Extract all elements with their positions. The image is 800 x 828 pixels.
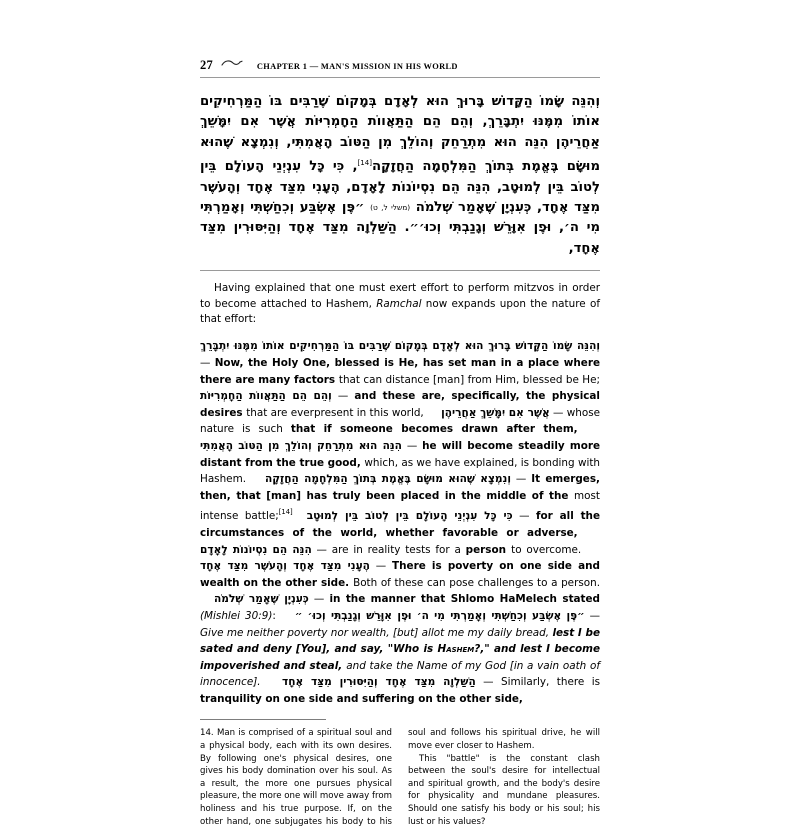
- hebrew-phrase: כְּעִנְיָן שֶׁאָמַר שְׁלֹמֹה: [214, 593, 309, 606]
- hebrew-line-2: אוֹתוֹ מִמֶּנּוּ יִתְבָּרֵךְ, וְהֵם הֵם הַתַּאֲווֹת הַחָמְרִיּוֹת אֲשֶׁר אִם יִמָּשֵׁךְ: [200, 114, 600, 130]
- footnote-paragraph: 14. Man is comprised of a spiritual soul and a physical body, each with its own desires. By following one's physical desires, one gives his body domination over his soul. As a result, the more one pursues physical pleasure, the more one will move away from holiness and his true purpose. If, on the other hand, one subjugates his body to his soul and follows his spiritual drive, he will move ever closer to Hashem.: [200, 728, 600, 827]
- translation-plain: most intense battle;: [200, 489, 600, 523]
- em-dash: —: [369, 560, 393, 573]
- translation-plain: Similarly, there is: [501, 676, 600, 689]
- translation-italic: (Mishlei 30:9): [200, 609, 273, 622]
- footnotes-section: [200, 727, 600, 828]
- em-dash: —: [549, 406, 567, 419]
- translation-plain: Both of these can pose challenges to a person.: [353, 576, 600, 589]
- footnote-marker: [14]: [278, 508, 293, 517]
- hebrew-phrase: הִנֵּה הֵם נִסְיוֹנוֹת לָאָדָם: [200, 543, 312, 556]
- hebrew-line-4: מוּשָׂם בֶּאֱמֶת בְּתוֹךְ הַמִּלְחָמָה הַחֲזָקָה: [371, 159, 601, 175]
- translation-bold: that if someone becomes drawn after them,: [290, 423, 587, 436]
- translation-bold: for all the circumstances of the world, whether favorable or adverse,: [200, 510, 600, 539]
- divine-name: Hashem?: [437, 643, 481, 656]
- hebrew-line-7: ה׳, וּפֶן אִוָּרֵשׁ וְגָנַבְתִּי וְכוּ׳״. הַשַּׁלְוָה מִצַּד אֶחָד וְהַיִּסּוּרִין מִצַּד אֶחָד,: [200, 220, 600, 256]
- page-number: 27: [200, 58, 213, 72]
- translation-plain: are in reality tests for a: [331, 543, 466, 556]
- running-head: [200, 58, 600, 74]
- translation-plain: which, as we have explained, is bonding with Hashem.: [200, 456, 600, 486]
- em-dash: —: [584, 609, 600, 622]
- hebrew-phrase: וְנִמְצָא שֶׁהוּא מוּשָׂם בֶּאֱמֶת בְּתוֹךְ הַמִּלְחָמָה הַחֲזָקָה: [264, 473, 511, 486]
- translation-bold-italic: lest I be sated and deny [You], and say, "Who is: [200, 626, 600, 656]
- hebrew-line-6: אֶחָד, כְּעִנְיָן שֶׁאָמַר שְׁלֹמֹה: [415, 200, 569, 216]
- translation-italic: and take the Name of my God [in a vain oath of innocence].: [200, 659, 600, 689]
- hebrew-line-5: בֵּין לְמוּטָב, הִנֵּה הֵם נִסְיוֹנוֹת לָאָדָם, הֶעָנִי מִצַּד אֶחָד וְהָעֹשֶׁר מִצַּד: [200, 179, 600, 216]
- hebrew-phrase: ״פֶּן אֶשְׂבַּע וְכִחַשְׁתִּי וְאָמַרְתִּי מִי ה׳ וּפֶן אִוָּרֵשׁ וְגָנַבְתִּי וְכוּ׳ ״: [294, 609, 585, 622]
- hebrew-quote: ״פֶּן אֶשְׂבַּע וְכִחַשְׁתִּי וְאָמַרְתִּי מִי: [200, 200, 600, 236]
- chapter-title: CHAPTER 1 — MAN'S MISSION IN HIS WORLD: [256, 62, 458, 71]
- header-divider: [200, 77, 600, 78]
- em-dash: —: [510, 473, 532, 486]
- interlinear-commentary: [200, 338, 600, 707]
- intro-italic-term: Ramchal: [376, 297, 422, 310]
- translation-plain: whose nature is such: [200, 406, 600, 436]
- footnote-divider: [200, 719, 326, 720]
- intro-part-2: now expands upon the nature of that effort:: [200, 297, 600, 326]
- swash-flourish-icon: [221, 58, 243, 68]
- translation-plain: that are everpresent in this world,: [246, 406, 428, 419]
- hebrew-phrase: אֲשֶׁר אִם יִמָּשֵׁךְ אַחֲרֵיהֶן: [441, 406, 550, 419]
- hebrew-line-1: וְהִנֵּה שָׂמוֹ הַקָּדוֹשׁ בָּרוּךְ הוּא לְאָדָם בְּמָקוֹם שֶׁרַבִּים בּוֹ הַמַּרְחִיקִים: [200, 94, 600, 109]
- translation-bold: There is poverty on one side and wealth on the other side.: [200, 560, 600, 589]
- translation-italic: Give me neither poverty nor wealth, [but] allot me my daily bread,: [200, 626, 553, 639]
- translation-plain: to overcome.: [511, 543, 586, 556]
- em-dash: —: [512, 510, 537, 523]
- hebrew-phrase: כִּי כָּל עִנְיְנֵי הָעוֹלָם בֵּין לְטוֹב בֵּין לְמוּטָב: [306, 510, 513, 523]
- footnote-paragraph: This "battle" is the constant clash between the soul's desire for intellectual and spiritual growth, and the body's desire for physicality and mundane pleasures. Should one satisfy his body or his soul; his lust or his values?: [408, 753, 600, 827]
- section-divider: [200, 270, 600, 271]
- translation-plain: :: [272, 609, 281, 622]
- translation-bold: he will become steadily more distant from the true good,: [200, 439, 601, 469]
- intro-part-1: Having explained that one must exert effort to perform mitzvos in order to become attached to Hashem,: [200, 282, 600, 310]
- translation-bold: Now, the Holy One, blessed is He, has set man in a place where there are many factors: [200, 357, 600, 386]
- translation-bold: It emerges, then, that [man] has truly been placed in the middle of the: [200, 473, 600, 502]
- hebrew-source-citation: (משלי ל, ט): [370, 203, 411, 213]
- hebrew-line-4-tail: , כִּי כָּל עִנְיְנֵי הָעוֹלָם בֵּין לְטוֹב: [200, 159, 600, 195]
- intro-paragraph: [200, 281, 600, 328]
- em-dash: —: [311, 543, 332, 556]
- translation-bold: tranquility on one side and suffering on the other side,: [200, 692, 523, 705]
- em-dash: —: [200, 357, 215, 370]
- em-dash: —: [308, 593, 330, 606]
- translation-bold: and these are, specifically, the physical desires: [200, 390, 600, 419]
- translation-bold: person: [465, 543, 512, 556]
- hebrew-phrase: הִנֵּה הוּא מִתְרַחֵק וְהוֹלֵךְ מִן הַטּוֹב הָאֲמִתִּי: [200, 439, 402, 452]
- translation-bold-italic: ," and lest I become impoverished and steal,: [200, 643, 601, 672]
- em-dash: —: [331, 390, 355, 403]
- hebrew-phrase: וְהִנֵּה שָׂמוֹ הַקָּדוֹשׁ בָּרוּךְ הוּא לְאָדָם בְּמָקוֹם שֶׁרַבִּים בּוֹ הַמַּרְחִיקִים אוֹתוֹ מִמֶּנּוּ יִתְבָּרֵךְ: [200, 340, 600, 353]
- hebrew-line-3: אַחֲרֵיהֶן הִנֵּה הוּא מִתְרַחֵק וְהוֹלֵךְ מִן הַטּוֹב הָאֲמִתִּי, וְנִמְצָא שֶׁהוּא: [200, 134, 600, 150]
- page-content: [200, 58, 600, 828]
- em-dash: —: [401, 439, 423, 452]
- em-dash: —: [475, 676, 501, 689]
- hebrew-primary-text: [200, 92, 600, 259]
- translation-plain: that can distance [man] from Him, blessed be He;: [338, 373, 600, 386]
- hebrew-phrase: הֶעָנִי מִצַּד אֶחָד וְהָעֹשֶׁר מִצַּד אֶחָד: [200, 560, 370, 573]
- translation-bold: in the manner that Shlomo HaMelech stated: [329, 593, 600, 606]
- hebrew-phrase: וְהֵם הֵם הַתַּאֲווֹת הַחָמְרִיּוֹת: [200, 390, 332, 403]
- hebrew-phrase: הַשַּׁלְוָה מִצַּד אֶחָד וְהַיִּסּוּרִין מִצַּד אֶחָד: [282, 676, 476, 689]
- hebrew-footnote-marker: [14]: [357, 159, 372, 168]
